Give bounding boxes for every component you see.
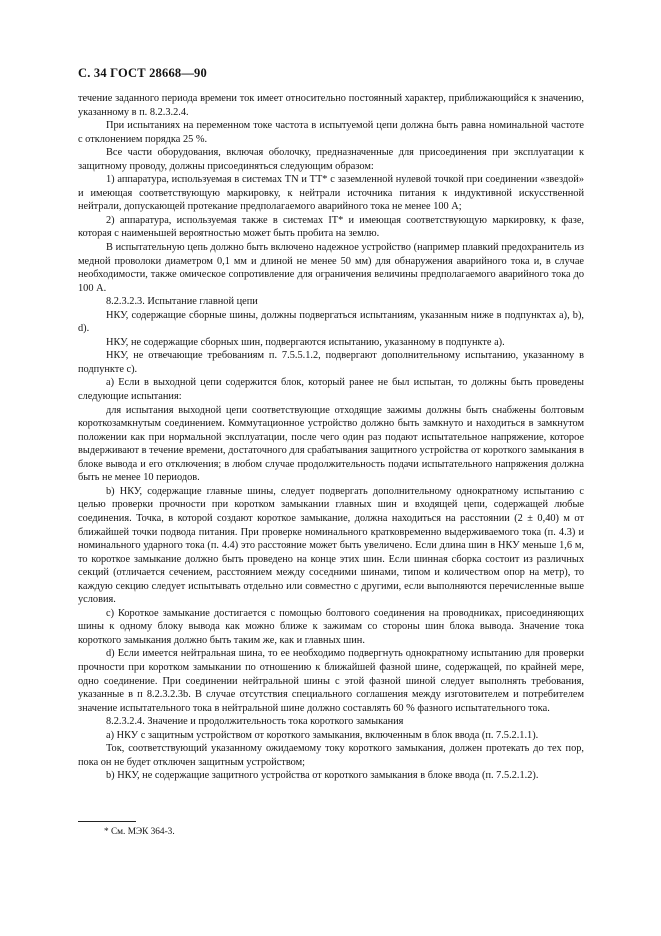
footnote: * См. МЭК 364-3. (104, 827, 175, 837)
document-body (78, 92, 584, 783)
paragraph: НКУ, не содержащие сборных шин, подвергаются испытанию, указанному в подпункте а). (106, 336, 505, 348)
paragraph: При испытаниях на переменном токе частота в испытуемой цепи должна быть равна номинальной частоте с отклонением порядка 25 %. (78, 120, 584, 145)
list-item: b) НКУ, не содержащие защитного устройства от короткого замыкания в блоке ввода (п. 7.5.2.1.2). (106, 770, 539, 782)
list-item: d) Если имеется нейтральная шина, то ее необходимо подвергнуть однократному испытанию для проверки прочности при коротком замыкании по отношению к ближайшей фазной шине, содержащей, по крайней мере, одно соединение. При соединении нейтральной шины с этой фазной шиной следует выполнять требования, указанные в п 8.2.3.2.3b. В случае отсутствия специального соглашения между изготовителем и потребителем значение испытательного тока в нейтральной шине должно составлять 60 % фазного испытательного тока. (78, 648, 584, 714)
section-heading: 8.2.3.2.4. Значение и продолжительность тока короткого замыкания (106, 716, 404, 728)
list-item: 2) аппаратура, используемая также в системах IT* и имеющая соответствующую маркировку, к фазе, которая с наименьшей вероятностью может быть пробита на землю. (78, 214, 584, 240)
list-item: а) Если в выходной цепи содержится блок, который ранее не был испытан, то должны быть проведены следующие испытания: (78, 377, 584, 403)
list-item: с) Короткое замыкание достигается с помощью болтового соединения на проводниках, присоединяющих шины к одному блоку вывода как можно ближе к зажимам со стороны шин блока вывода. Значение тока короткого замыкания должно быть таким же, как и главных шин. (78, 607, 584, 646)
paragraph: течение заданного периода времени ток имеет относительно постоянный характер, приближающийся к значению, указанному в п. 8.2.3.2.4. (78, 93, 584, 118)
section-heading: 8.2.3.2.3. Испытание главной цепи (106, 296, 258, 308)
list-item: b) НКУ, содержащие главные шины, следует подвергать дополнительному однократному испытанию с целью проверки прочности при коротком замыкании главных шин и входящей цепи, содержащей любые соединения. Точка, в которой создают короткое замыкание, должна находиться на расстоянии (2 ± 0,40) м от ближайшей точки подвода питания. При проверке номинального кратковременно выдерживаемого тока (п. 4.3) и номинального ударного тока (п. 4.4) это расстояние может быть увеличено. Если длина шин в НКУ меньше 1,6 м, то короткое замыкание должно быть проведено на конце этих шин. Если шинная сборка состоит из различных секций (отличается сечением, расстоянием между соседними шинами, типом и количеством опор на метр), то каждую секцию следует испытывать отдельно или совместно с другими, если выполняются перечисленные выше условия. (78, 485, 584, 606)
page-header: С. 34 ГОСТ 28668—90 (78, 66, 207, 80)
paragraph: НКУ, содержащие сборные шины, должны подвергаться испытаниям, указанным ниже в подпунктах а), b), d). (78, 309, 584, 335)
paragraph: для испытания выходной цепи соответствующие отходящие зажимы должны быть снабжены болтовым короткозамкнутым соединением. Коммутационное устройство должно быть замкнуто и находиться в замкнутом положении как при нормальной эксплуатации, после чего один раз подают испытательное напряжение, которое выдерживают в течение времени, достаточного для срабатывания защитного устройства от короткого замыкания в блоке вывода и его отключения; в любом случае продолжительность подачи испытательного напряжения должна быть не менее 10 периодов. (78, 404, 584, 484)
footnote-divider (78, 821, 136, 822)
paragraph: В испытательную цепь должно быть включено надежное устройство (например плавкий предохранитель из медной проволоки диаметром 0,1 мм и длиной не менее 50 мм) для обнаружения аварийного тока и, в случае необходимости, также омическое сопротивление для ограничения величины предполагаемого аварийного тока до 100 А. (78, 242, 584, 294)
list-item: 1) аппаратура, используемая в системах TN и TT* с заземленной нулевой точкой при соединении «звездой» и имеющая соответствующую маркировку, к нейтрали источника питания к индуктивной искусственной нейтрали, допускающей протекание предполагаемого аварийного тока не менее 100 А; (78, 174, 584, 213)
paragraph: Все части оборудования, включая оболочку, предназначенные для присоединения при эксплуатации к защитному проводу, должны присоединяться следующим образом: (78, 147, 584, 172)
paragraph: Ток, соответствующий указанному ожидаемому току короткого замыкания, должен протекать до тех пор, пока он не будет отключен защитным устройством; (78, 743, 584, 768)
list-item: а) НКУ с защитным устройством от короткого замыкания, включенным в блок ввода (п. 7.5.2.1.1). (106, 729, 539, 741)
paragraph: НКУ, не отвечающие требованиям п. 7.5.5.1.2, подвергают дополнительному испытанию, указанному в подпункте с). (78, 350, 584, 375)
